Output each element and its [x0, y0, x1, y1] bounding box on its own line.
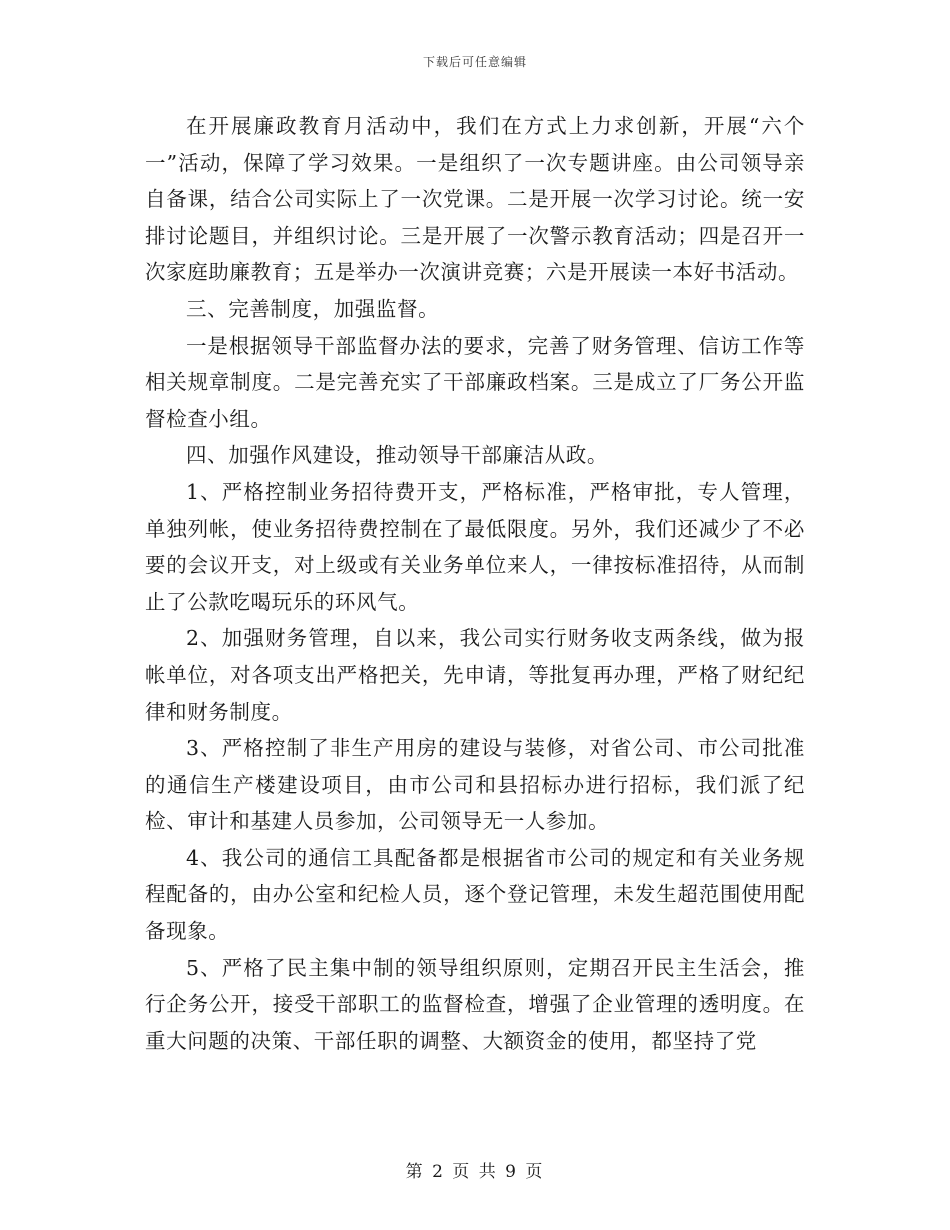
document-body [145, 108, 805, 1059]
paragraph-item-1: 1、严格控制业务招待费开支，严格标准，严格审批，专人管理，单独列帐，使业务招待费控制在了最低限度。另外，我们还减少了不必要的会议开支，对上级或有关业务单位来人，一律按标准招待，从而制止了公款吃喝玩乐的环风气。 [145, 479, 805, 614]
section-heading-3: 三、完善制度，加强监督。 [186, 296, 440, 321]
paragraph-item-2: 2、加强财务管理，自以来，我公司实行财务收支两条线，做为报帐单位，对各项支出严格把关，先申请，等批复再办理，严格了财纪纪律和财务制度。 [145, 626, 805, 724]
paragraph-supervision-systems: 一是根据领导干部监督办法的要求，完善了财务管理、信访工作等相关规章制度。二是完善充实了干部廉政档案。三是成立了厂务公开监督检查小组。 [145, 333, 805, 431]
paragraph-item-3: 3、严格控制了非生产用房的建设与装修，对省公司、市公司批准的通信生产楼建设项目，由市公司和县招标办进行招标，我们派了纪检、审计和基建人员参加，公司领导无一人参加。 [145, 736, 805, 834]
page-number-footer: 第 2 页 共 9 页 [405, 1162, 545, 1182]
page-header-note: 下载后可任意编辑 [422, 55, 527, 69]
paragraph-liu-ge-yi-activities: 在开展廉政教育月活动中，我们在方式上力求创新，开展“六个一”活动，保障了学习效果。一是组织了一次专题讲座。由公司领导亲自备课，结合公司实际上了一次党课。二是开展一次学习讨论。统一安排讨论题目，并组织讨论。三是开展了一次警示教育活动；四是召开一次家庭助廉教育；五是举办一次演讲竞赛；六是开展读一本好书活动。 [145, 114, 805, 285]
paragraph-item-4: 4、我公司的通信工具配备都是根据省市公司的规定和有关业务规程配备的，由办公室和纪检人员，逐个登记管理，未发生超范围使用配备现象。 [145, 845, 805, 944]
section-heading-4: 四、加强作风建设，推动领导干部廉洁从政。 [186, 443, 608, 468]
paragraph-item-5: 5、严格了民主集中制的领导组织原则，定期召开民主生活会，推行企务公开，接受干部职工的监督检查，增强了企业管理的透明度。在重大问题的决策、干部任职的调整、大额资金的使用，都坚持了党 [145, 955, 805, 1053]
